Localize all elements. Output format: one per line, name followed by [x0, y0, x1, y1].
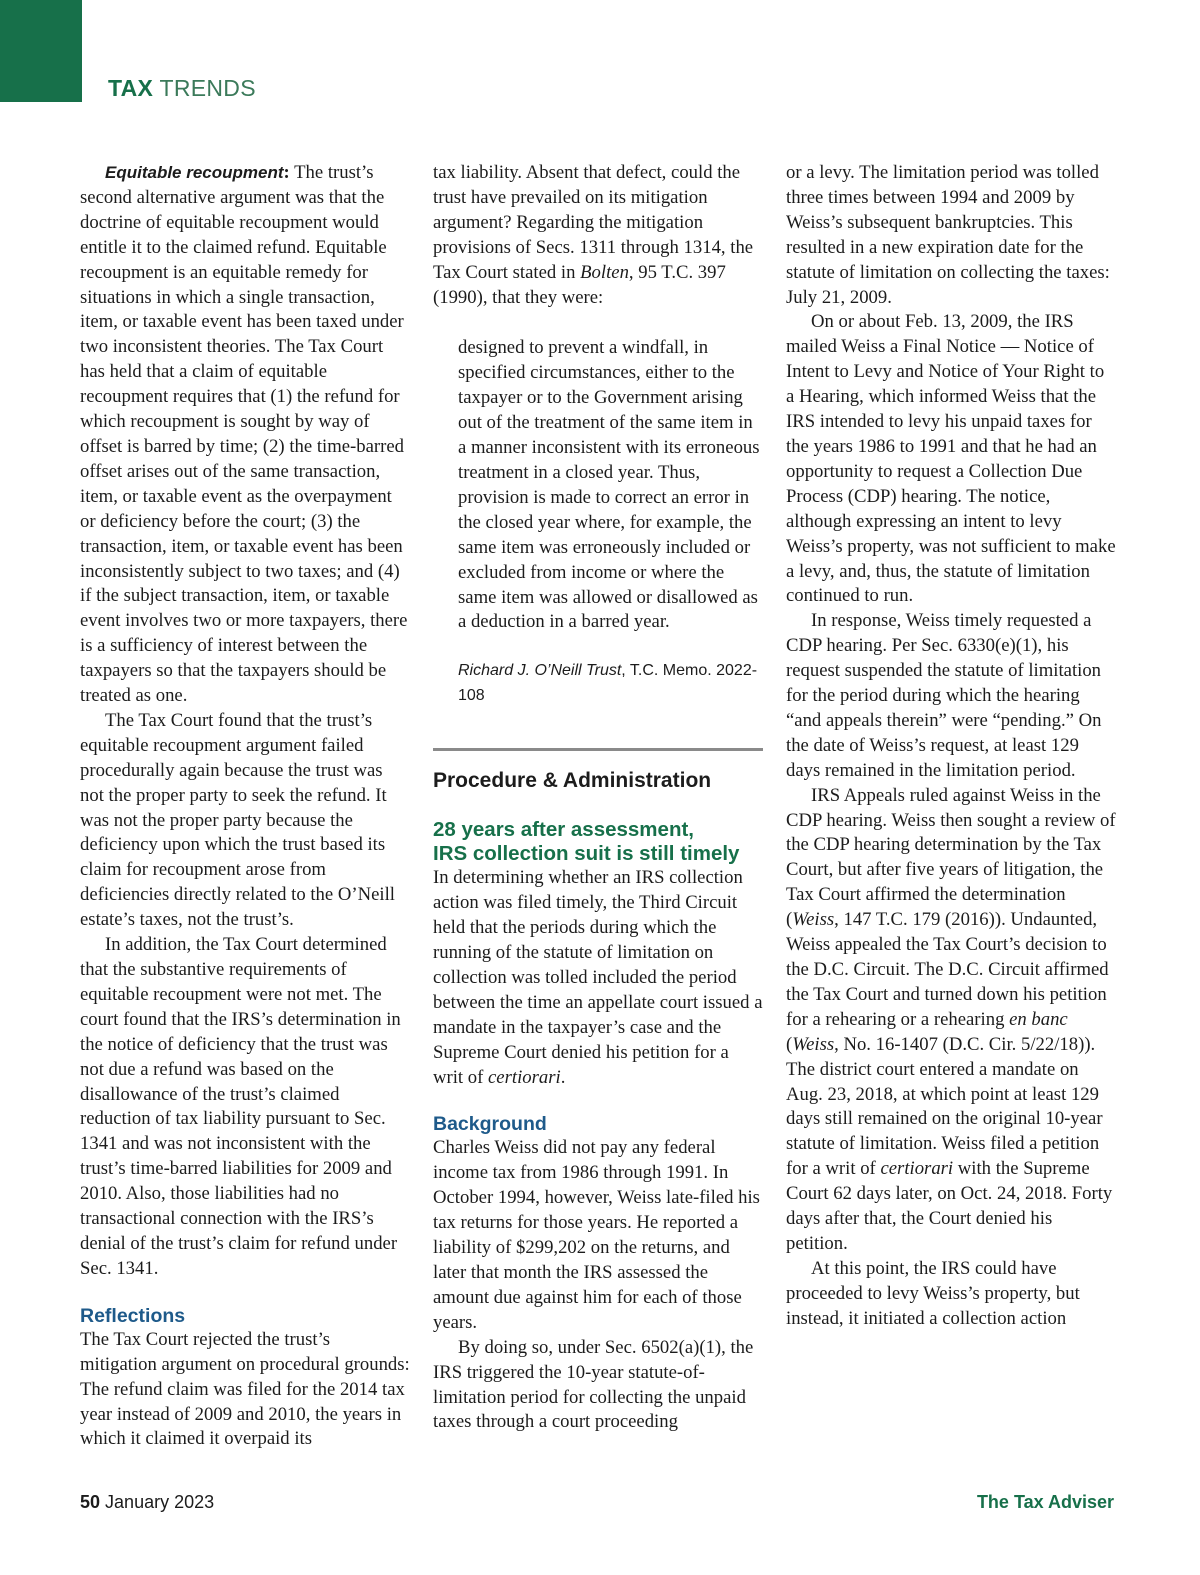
paragraph-text: tax liability. Absent that defect, could the trust have prevailed on its mitigation argument? Regarding the mitigation provisions of Secs. 1311 through 1314, the Tax Court stated in — [433, 162, 754, 283]
paragraph-text: IRS Appeals ruled against Weiss in the CDP hearing. Weiss then sought a review of the CDP hearing determination by the Tax Court, but after five years of litigation, the Tax Court affirmed the determination ( — [786, 784, 1116, 931]
article-title — [433, 818, 763, 866]
column-2 — [433, 161, 763, 1435]
paragraph-text: The trust’s second alternative argument was that the doctrine of equitable recoupment would entitle it to the claimed refund. Equitable recoupment is an equitable remedy for situations in which a single transaction, item, or taxable event has been taxed under two inconsistent theories. The Tax Court has held that a claim of equitable recoupment requires that (1) the refund for which recoupment is sought by way of offset is barred by time; (2) the time-barred offset arises out of the same transaction, item, or taxable event as the overpayment or deficiency before the court; (3) the transaction, item, or taxable event has been inconsistently subject to two taxes; and (4) if the subject transaction, item, or taxable event involves two or more taxpayers, there is a sufficiency of interest between the taxpayers so that the taxpayers should be treated as one. — [80, 162, 408, 707]
citation-rest: , T.C. Memo. 2022-108 — [458, 662, 758, 704]
page-number: 50 — [80, 1492, 101, 1512]
column-1 — [80, 161, 410, 1452]
case-name: Weiss — [792, 1033, 835, 1055]
paragraph: Charles Weiss did not pay any federal income tax from 1986 through 1991. In October 1994, however, Weiss late-filed his tax returns for those years. He reported a liability of $299,202 on the returns, and later that month the IRS assessed the amount due against him for each of those years. — [433, 1137, 760, 1333]
reflections-heading: Reflections — [80, 1304, 186, 1327]
paragraph-text: ( — [786, 1033, 793, 1055]
paragraph: In addition, the Tax Court determined that the substantive requirements of equitable recoupment were not met. The court found that the IRS’s determination in the notice of deficiency that the trust was not due a refund was based on the disallowance of the trust’s claimed reduction of tax liability pursuant to Sec. 1341 and was not inconsistent with the trust’s time-barred liabilities for 2009 and 2010. Also, those liabilities had no transactional connection with the IRS’s denial of the trust’s claim for refund under Sec. 1341. — [80, 934, 401, 1279]
italic-term: en banc — [1009, 1008, 1068, 1030]
header-color-block — [0, 0, 82, 102]
block-quote — [433, 336, 763, 708]
background-heading: Background — [433, 1113, 547, 1136]
issue-date: January 2023 — [105, 1492, 215, 1512]
article-title-line-2: IRS collection suit is still timely — [433, 842, 740, 866]
citation-case: Richard J. O’Neill Trust — [458, 662, 622, 680]
runin-colon: : — [283, 162, 290, 183]
paragraph: On or about Feb. 13, 2009, the IRS mailed Weiss a Final Notice — Notice of Intent to Levy and Notice of Your Right to a Hearing, which informed Weiss that the IRS intended to levy his unpaid taxes for the years 1986 to 1991 and that he had an opportunity to request a Collection Due Process (CDP) hearing. The notice, although expressing an intent to levy Weiss’s property, was not sufficient to make a levy, and, thus, the statute of limitation continued to run. — [786, 311, 1116, 607]
italic-term: certiorari — [488, 1066, 561, 1088]
paragraph-text: . — [560, 1066, 566, 1088]
paragraph-text: In determining whether an IRS collection action was filed timely, the Third Circuit held that the periods during which the running of the statute of limitation on collection was tolled included the period between the time an appellate court issued a mandate in the taxpayer’s case and the Supreme Court denied his petition for a writ of — [433, 867, 763, 1088]
paragraph-text: , 147 T.C. 179 (2016)). Undaunted, Weiss appealed the Tax Court’s decision to the D.C. Circuit. The D.C. Circuit affirmed the Tax Court and turned down his petition for a rehearing or a rehearing — [786, 909, 1109, 1030]
paragraph: At this point, the IRS could have proceeded to levy Weiss’s property, but instead, it initiated a collection action — [786, 1257, 1080, 1329]
section-header — [108, 75, 256, 102]
paragraph: The Tax Court found that the trust’s equitable recoupment argument failed procedurally again because the trust was not the proper party to seek the refund. It was not the proper party because the deficiency upon which the trust based its claim for recoupment arose from deficiencies directly related to the O’Neill estate’s taxes, not the trust’s. — [80, 709, 395, 931]
case-name: Bolten — [580, 261, 629, 283]
runin-heading: Equitable recoupment — [105, 163, 284, 182]
department-heading: Procedure & Administration — [433, 769, 712, 793]
paragraph: or a levy. The limitation period was tolled three times between 1994 and 2009 by Weiss’s subsequent bankruptcies. This resulted in a new expiration date for the statute of limitation on collecting the taxes: July 21, 2009. — [786, 162, 1110, 308]
paragraph — [433, 161, 763, 310]
quote-text: designed to prevent a windfall, in specified circumstances, either to the taxpayer or to the Government arising out of the treatment of the same item in a manner inconsistent with its erroneous treatment in a closed year. Thus, provision is made to correct an error in the closed year where, for example, the same item was erroneously included or excluded from income or where the same item was allowed or disallowed as a deduction in a barred year. — [458, 337, 760, 633]
footer-page-info — [80, 1492, 214, 1513]
citation — [458, 659, 763, 708]
column-3 — [786, 161, 1116, 1332]
section-header-light: TRENDS — [159, 75, 256, 101]
paragraph: By doing so, under Sec. 6502(a)(1), the IRS triggered the 10-year statute-of-limitation period for collecting the unpaid taxes through a court proceeding — [433, 1336, 754, 1433]
paragraph — [433, 866, 763, 1090]
paragraph-text: , No. 16-1407 (D.C. Cir. 5/22/18)). The district court entered a mandate on Aug. 23, 2018, at which point at least 129 days still remained on the original 10-year statute of limitation. Weiss filed a petition for a writ of — [786, 1033, 1103, 1180]
paragraph-text: , 95 T.C. 397 (1990), that they were: — [433, 261, 726, 308]
publication-name: The Tax Adviser — [976, 1492, 1114, 1512]
paragraph — [786, 784, 1116, 1257]
paragraph: The Tax Court rejected the trust’s mitigation argument on procedural grounds: The refund claim was filed for the 2014 tax year instead of 2009 and 2010, the years in which it claimed it overpaid its — [80, 1328, 410, 1450]
paragraph-text: with the Supreme Court 62 days later, on Oct. 24, 2018. Forty days after that, the Court denied his petition. — [786, 1158, 1113, 1254]
case-name: Weiss — [792, 909, 835, 931]
paragraph — [80, 161, 410, 709]
italic-term: certiorari — [880, 1158, 954, 1180]
section-header-bold: TAX — [108, 75, 154, 101]
section-divider — [433, 748, 763, 751]
paragraph: In response, Weiss timely requested a CDP hearing. Per Sec. 6330(e)(1), his request suspended the statute of limitation for the period during which the hearing “and appeals therein” were “pending.” On the date of Weiss’s request, at least 129 days remained in the limitation period. — [786, 610, 1102, 781]
article-title-line-1: 28 years after assessment, — [433, 818, 694, 842]
